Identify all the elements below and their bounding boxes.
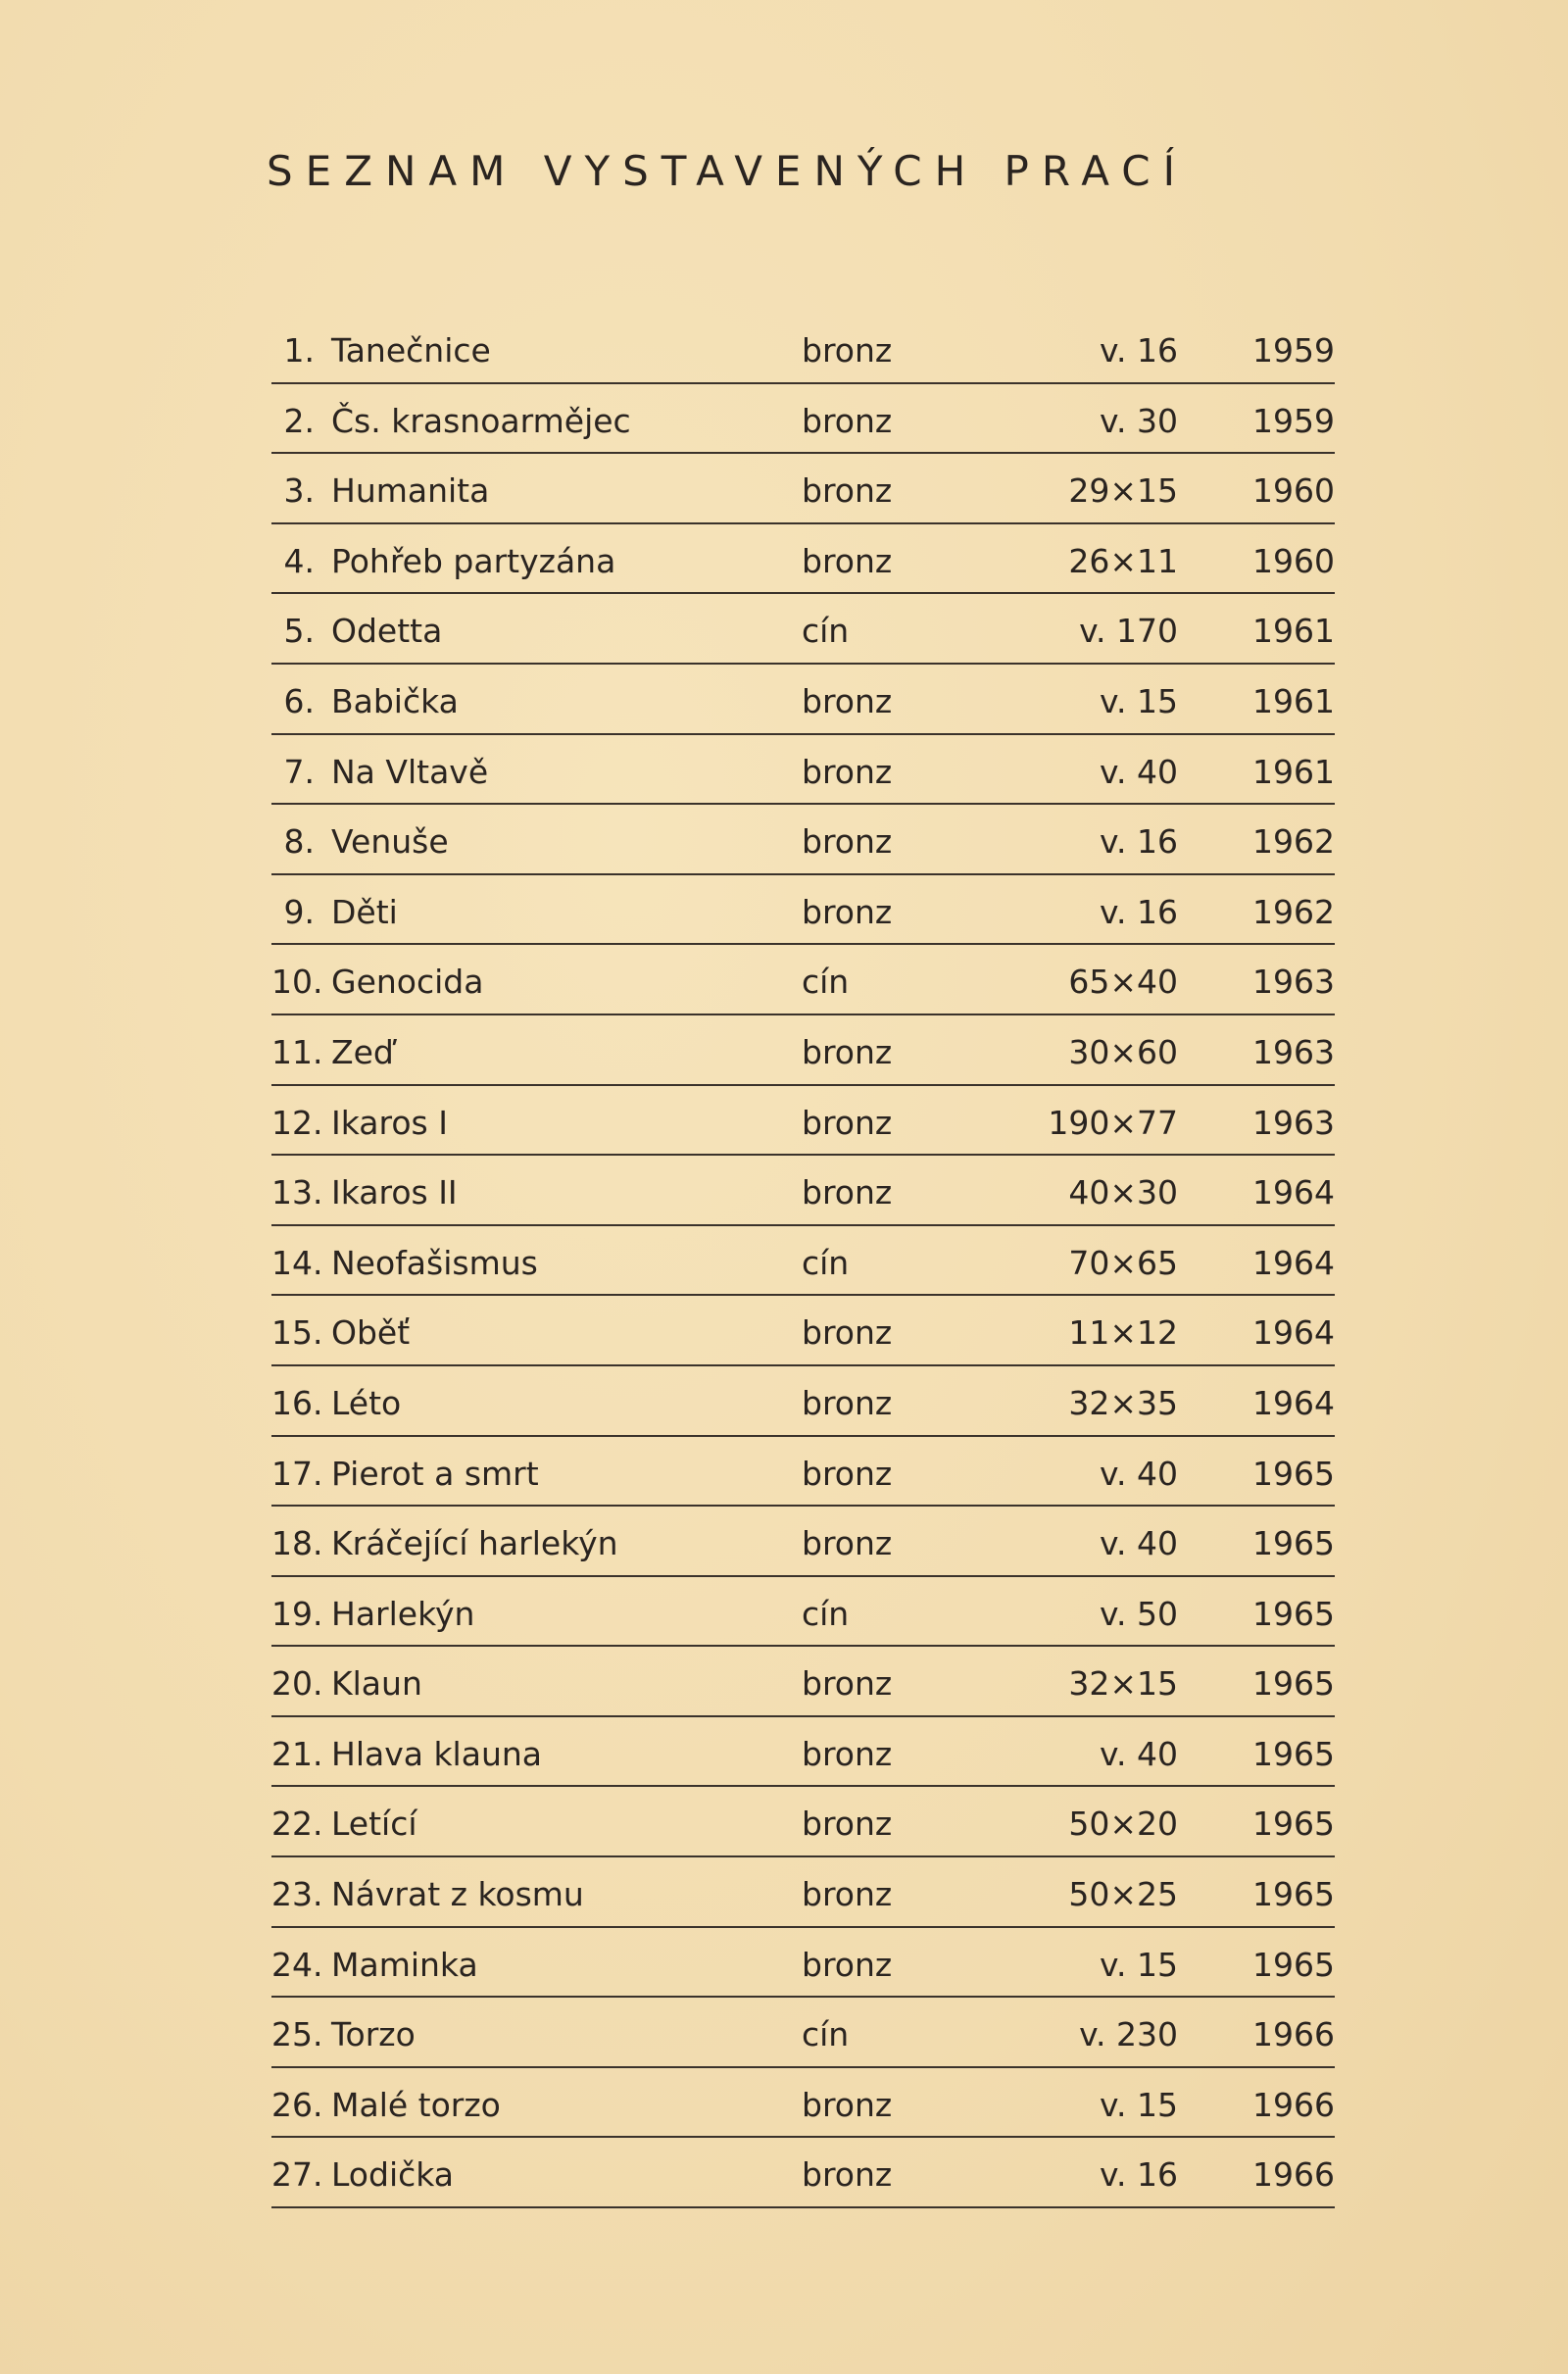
item-dimensions: v. 40 xyxy=(1100,1454,1178,1493)
item-number: 22. xyxy=(271,1805,323,1844)
item-number: 6. xyxy=(283,681,315,720)
list-item xyxy=(271,1015,1335,1086)
item-material: cín xyxy=(802,612,850,651)
item-number: 18. xyxy=(271,1524,323,1563)
item-year: 1965 xyxy=(1252,1454,1335,1493)
list-item xyxy=(271,2068,1335,2139)
item-material: bronz xyxy=(802,331,893,370)
item-year: 1961 xyxy=(1252,752,1335,791)
item-year: 1965 xyxy=(1252,1945,1335,1984)
item-year: 1959 xyxy=(1252,331,1335,370)
item-year: 1961 xyxy=(1252,612,1335,651)
item-material: bronz xyxy=(802,1313,893,1353)
item-material: bronz xyxy=(802,401,893,440)
item-title: Pohřeb partyzána xyxy=(331,541,616,580)
item-number: 13. xyxy=(271,1173,323,1212)
item-title: Letící xyxy=(331,1805,417,1844)
item-year: 1960 xyxy=(1252,471,1335,511)
list-item xyxy=(271,524,1335,595)
item-material: bronz xyxy=(802,892,893,931)
item-title: Čs. krasnoarmějec xyxy=(331,401,631,440)
item-number: 10. xyxy=(271,963,323,1002)
item-number: 23. xyxy=(271,1875,323,1914)
list-item xyxy=(271,384,1335,455)
item-number: 17. xyxy=(271,1454,323,1493)
item-number: 26. xyxy=(271,2085,323,2124)
item-year: 1964 xyxy=(1252,1243,1335,1282)
list-item xyxy=(271,2138,1335,2208)
item-material: bronz xyxy=(802,822,893,862)
list-item xyxy=(271,665,1335,735)
item-dimensions: 65×40 xyxy=(1068,963,1178,1002)
item-material: bronz xyxy=(802,1734,893,1773)
item-material: cín xyxy=(802,1243,850,1282)
item-title: Torzo xyxy=(331,2015,416,2054)
item-dimensions: 50×20 xyxy=(1068,1805,1178,1844)
list-item xyxy=(271,454,1335,524)
list-item xyxy=(271,1156,1335,1226)
list-item xyxy=(271,1717,1335,1788)
item-title: Návrat z kosmu xyxy=(331,1875,584,1914)
item-number: 2. xyxy=(283,401,315,440)
item-year: 1965 xyxy=(1252,1805,1335,1844)
item-material: bronz xyxy=(802,1664,893,1704)
list-item xyxy=(271,1787,1335,1857)
item-dimensions: 30×60 xyxy=(1068,1032,1178,1071)
item-title: Děti xyxy=(331,892,398,931)
item-title: Klaun xyxy=(331,1664,422,1704)
item-dimensions: 29×15 xyxy=(1068,471,1178,511)
item-title: Malé torzo xyxy=(331,2085,501,2124)
list-item xyxy=(271,1928,1335,1999)
item-title: Genocida xyxy=(331,963,484,1002)
list-item xyxy=(271,875,1335,946)
item-title: Tanečnice xyxy=(331,331,491,370)
item-material: bronz xyxy=(802,752,893,791)
item-dimensions: v. 30 xyxy=(1100,401,1178,440)
item-number: 4. xyxy=(283,541,315,580)
item-material: cín xyxy=(802,2015,850,2054)
item-material: bronz xyxy=(802,541,893,580)
list-item xyxy=(271,735,1335,806)
item-number: 21. xyxy=(271,1734,323,1773)
item-title: Oběť xyxy=(331,1313,411,1353)
item-number: 14. xyxy=(271,1243,323,1282)
item-dimensions: v. 15 xyxy=(1100,2085,1178,2124)
item-number: 1. xyxy=(283,331,315,370)
item-dimensions: v. 40 xyxy=(1100,1524,1178,1563)
item-year: 1966 xyxy=(1252,2015,1335,2054)
item-material: bronz xyxy=(802,471,893,511)
item-year: 1964 xyxy=(1252,1173,1335,1212)
item-year: 1961 xyxy=(1252,681,1335,720)
item-year: 1959 xyxy=(1252,401,1335,440)
item-number: 8. xyxy=(283,822,315,862)
list-item xyxy=(271,805,1335,875)
item-material: bronz xyxy=(802,1945,893,1984)
item-title: Ikaros I xyxy=(331,1103,448,1142)
item-year: 1965 xyxy=(1252,1664,1335,1704)
item-material: bronz xyxy=(802,1103,893,1142)
item-title: Hlava klauna xyxy=(331,1734,542,1773)
item-dimensions: v. 40 xyxy=(1100,752,1178,791)
list-item xyxy=(271,1366,1335,1437)
item-material: bronz xyxy=(802,1805,893,1844)
item-dimensions: 70×65 xyxy=(1068,1243,1178,1282)
item-title: Kráčející harlekýn xyxy=(331,1524,618,1563)
item-dimensions: v. 15 xyxy=(1100,1945,1178,1984)
item-dimensions: v. 16 xyxy=(1100,892,1178,931)
item-dimensions: 32×35 xyxy=(1068,1383,1178,1422)
item-year: 1963 xyxy=(1252,963,1335,1002)
works-list xyxy=(271,314,1335,2208)
item-dimensions: 11×12 xyxy=(1068,1313,1178,1353)
item-number: 7. xyxy=(283,752,315,791)
item-number: 5. xyxy=(283,612,315,651)
list-item xyxy=(271,314,1335,384)
item-dimensions: v. 230 xyxy=(1079,2015,1178,2054)
item-title: Léto xyxy=(331,1383,402,1422)
item-material: bronz xyxy=(802,1032,893,1071)
item-number: 25. xyxy=(271,2015,323,2054)
item-number: 12. xyxy=(271,1103,323,1142)
item-year: 1965 xyxy=(1252,1594,1335,1633)
item-dimensions: v. 170 xyxy=(1079,612,1178,651)
list-item xyxy=(271,1296,1335,1366)
item-dimensions: 32×15 xyxy=(1068,1664,1178,1704)
item-dimensions: 40×30 xyxy=(1068,1173,1178,1212)
list-item xyxy=(271,1857,1335,1928)
item-number: 20. xyxy=(271,1664,323,1704)
item-material: bronz xyxy=(802,2085,893,2124)
item-material: cín xyxy=(802,1594,850,1633)
item-year: 1965 xyxy=(1252,1734,1335,1773)
item-year: 1964 xyxy=(1252,1313,1335,1353)
page-title: SEZNAM VYSTAVENÝCH PRACÍ xyxy=(267,147,1189,195)
item-year: 1963 xyxy=(1252,1032,1335,1071)
item-year: 1962 xyxy=(1252,822,1335,862)
item-title: Odetta xyxy=(331,612,443,651)
item-year: 1960 xyxy=(1252,541,1335,580)
item-number: 16. xyxy=(271,1383,323,1422)
item-year: 1966 xyxy=(1252,2085,1335,2124)
item-material: bronz xyxy=(802,1454,893,1493)
item-material: bronz xyxy=(802,1875,893,1914)
item-material: bronz xyxy=(802,1383,893,1422)
item-year: 1962 xyxy=(1252,892,1335,931)
item-year: 1965 xyxy=(1252,1875,1335,1914)
item-material: cín xyxy=(802,963,850,1002)
item-title: Harlekýn xyxy=(331,1594,475,1633)
item-title: Lodička xyxy=(331,2155,455,2195)
item-number: 11. xyxy=(271,1032,323,1071)
list-item xyxy=(271,1226,1335,1297)
item-title: Babička xyxy=(331,681,459,720)
list-item xyxy=(271,945,1335,1015)
item-dimensions: 50×25 xyxy=(1068,1875,1178,1914)
item-title: Zeď xyxy=(331,1032,394,1071)
item-dimensions: v. 16 xyxy=(1100,331,1178,370)
item-year: 1966 xyxy=(1252,2155,1335,2195)
item-title: Pierot a smrt xyxy=(331,1454,539,1493)
list-item xyxy=(271,1437,1335,1508)
item-title: Humanita xyxy=(331,471,490,511)
list-item xyxy=(271,1086,1335,1157)
item-year: 1964 xyxy=(1252,1383,1335,1422)
item-dimensions: v. 40 xyxy=(1100,1734,1178,1773)
list-item xyxy=(271,1507,1335,1577)
list-item xyxy=(271,594,1335,665)
item-material: bronz xyxy=(802,2155,893,2195)
item-title: Venuše xyxy=(331,822,449,862)
item-number: 24. xyxy=(271,1945,323,1984)
item-title: Neofašismus xyxy=(331,1243,538,1282)
item-number: 15. xyxy=(271,1313,323,1353)
item-title: Na Vltavě xyxy=(331,752,489,791)
list-item xyxy=(271,1577,1335,1648)
item-number: 27. xyxy=(271,2155,323,2195)
item-number: 9. xyxy=(283,892,315,931)
item-year: 1963 xyxy=(1252,1103,1335,1142)
item-title: Ikaros II xyxy=(331,1173,458,1212)
item-dimensions: 190×77 xyxy=(1048,1103,1178,1142)
item-dimensions: v. 16 xyxy=(1100,2155,1178,2195)
item-material: bronz xyxy=(802,1173,893,1212)
item-title: Maminka xyxy=(331,1945,478,1984)
list-item xyxy=(271,1647,1335,1717)
item-dimensions: 26×11 xyxy=(1068,541,1178,580)
item-number: 3. xyxy=(283,471,315,511)
item-dimensions: v. 15 xyxy=(1100,681,1178,720)
item-year: 1965 xyxy=(1252,1524,1335,1563)
item-dimensions: v. 16 xyxy=(1100,822,1178,862)
item-material: bronz xyxy=(802,681,893,720)
item-material: bronz xyxy=(802,1524,893,1563)
item-dimensions: v. 50 xyxy=(1100,1594,1178,1633)
list-item xyxy=(271,1998,1335,2068)
item-number: 19. xyxy=(271,1594,323,1633)
